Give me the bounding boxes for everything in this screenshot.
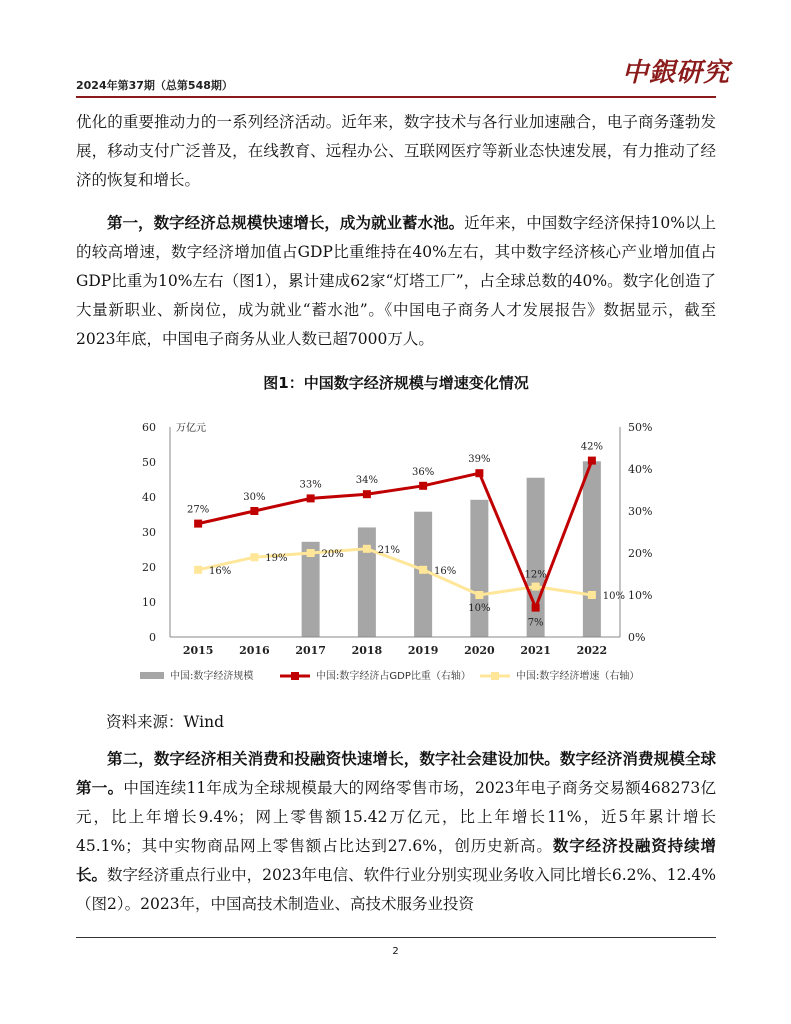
footer-divider — [76, 937, 716, 938]
left-tick-label: 20 — [142, 561, 156, 574]
boc-research-logo: 中銀研究 — [622, 58, 731, 88]
gdp-share-marker — [475, 469, 483, 477]
data-label: 16% — [434, 565, 457, 577]
second-point-subheading: 数字经济投融资持续增长。 — [76, 837, 716, 884]
paragraph-intro: 优化的重要推动力的一系列经济活动。近年来，数字技术与各行业加速融合，电子商务蓬勃发展，移动支付广泛普及，在线教育、远程办公、互联网医疗等新业态快速发展，有力推动了经济的恢复和增长。 — [76, 113, 716, 189]
left-tick-label: 0 — [149, 631, 156, 644]
first-point-heading: 第一，数字经济总规模快速增长，成为就业蓄水池。 — [107, 214, 465, 232]
data-label: 19% — [265, 553, 288, 565]
growth-rate-marker — [532, 583, 540, 591]
x-tick-label: 2021 — [520, 644, 551, 657]
growth-rate-marker — [250, 553, 258, 561]
data-label: 33% — [299, 479, 322, 491]
data-label: 34% — [355, 475, 378, 487]
figure-1-title: 图1：中国数字经济规模与增速变化情况 — [263, 374, 529, 392]
right-tick-label: 30% — [628, 505, 653, 518]
legend-marker-growth — [491, 672, 499, 680]
left-axis-unit: 万亿元 — [176, 423, 206, 434]
data-label: 42% — [580, 441, 603, 453]
right-tick-label: 10% — [628, 589, 653, 602]
header-divider — [76, 96, 716, 98]
paragraph-second-point — [76, 745, 716, 919]
gdp-share-marker — [250, 507, 258, 515]
data-label: 39% — [468, 454, 491, 466]
growth-rate-marker — [475, 591, 483, 599]
x-tick-label: 2017 — [295, 644, 326, 657]
left-tick-label: 50 — [142, 456, 156, 469]
legend-marker-gdp-share — [291, 672, 299, 680]
legend-swatch-scale — [140, 672, 164, 679]
growth-rate-marker — [194, 566, 202, 574]
x-tick-label: 2020 — [464, 644, 495, 657]
x-tick-label: 2016 — [239, 644, 270, 657]
gdp-share-marker — [588, 457, 596, 465]
issue-number: 2024年第37期（总第548期） — [76, 79, 233, 92]
right-tick-label: 20% — [628, 547, 653, 560]
bar-digital-economy-scale — [524, 478, 547, 637]
bar-digital-economy-scale — [414, 512, 432, 637]
gdp-share-marker — [194, 520, 202, 528]
data-label: 36% — [412, 466, 435, 478]
right-tick-label: 50% — [628, 421, 653, 434]
data-source: 资料来源：Wind — [106, 713, 225, 731]
x-tick-label: 2015 — [182, 644, 214, 657]
bar-digital-economy-scale — [358, 527, 376, 637]
left-tick-label: 10 — [142, 596, 156, 609]
gdp-share-marker — [419, 482, 427, 490]
data-label: 7% — [527, 617, 544, 629]
x-tick-label: 2022 — [576, 644, 608, 657]
left-tick-label: 60 — [142, 421, 156, 434]
second-point-text-1: 中国连续11年成为全球规模最大的网络零售市场，2023年电子商务交易额468273亿元，比上年增长9.4%；网上零售额15.42万亿元，比上年增长11%，近5年累计增长45.1%；其中实物商品网上零售额占比达到27.6%，创历史新高。 — [76, 779, 716, 855]
data-label: 12% — [524, 569, 547, 581]
bar-digital-economy-scale — [583, 461, 601, 637]
second-point-heading: 第二，数字经济相关消费和投融资快速增长，数字社会建设加快。数字经济消费规模全球第一。 — [76, 750, 716, 797]
growth-rate-marker — [307, 549, 315, 557]
second-point-text-2: 数字经济重点行业中，2023年电信、软件行业分别实现业务收入同比增长6.2%、12.4%（图2）。2023年，中国高技术制造业、高技术服务业投资 — [76, 866, 716, 913]
digital-economy-chart — [130, 405, 690, 690]
legend-label-growth: 中国:数字经济增速（右轴） — [516, 671, 640, 682]
x-tick-label: 2019 — [407, 644, 439, 657]
right-tick-label: 0% — [628, 631, 646, 644]
data-label: 30% — [243, 492, 266, 503]
gdp-share-marker — [307, 494, 315, 502]
first-point-text: 近年来，中国数字经济保持10%以上的较高增速，数字经济增加值占GDP比重维持在40%左右，其中数字经济核心产业增加值占GDP比重为10%左右（图1），累计建成62家“灯塔工厂”，占全球总数的40%。数字化创造了大量新职业、新岗位，成为就业“蓄水池”。《中国电子商务人才发展报告》数据显示，截至2023年底，中国电子商务从业人数已超7000万人。 — [76, 214, 716, 348]
growth-rate-marker — [588, 591, 596, 599]
legend-label-gdp-share: 中国:数字经济占GDP比重（右轴） — [316, 671, 471, 682]
data-label: 10% — [602, 591, 625, 602]
left-tick-label: 40 — [142, 491, 156, 504]
x-tick-label: 2018 — [351, 644, 383, 657]
growth-rate-marker — [419, 566, 427, 574]
data-label: 10% — [468, 603, 491, 614]
paragraph-first-point — [76, 209, 716, 354]
data-label: 27% — [187, 504, 210, 516]
left-tick-label: 30 — [142, 526, 156, 539]
growth-rate-marker — [363, 545, 371, 553]
page-number: 2 — [392, 946, 399, 957]
bar-digital-economy-scale — [468, 500, 491, 637]
legend-label-scale: 中国:数字经济规模 — [170, 671, 254, 682]
data-label: 20% — [321, 549, 344, 560]
data-label: 16% — [209, 565, 232, 577]
gdp-share-marker — [532, 604, 540, 612]
data-label: 21% — [377, 544, 400, 556]
gdp-share-marker — [363, 490, 371, 498]
right-tick-label: 40% — [628, 463, 653, 476]
